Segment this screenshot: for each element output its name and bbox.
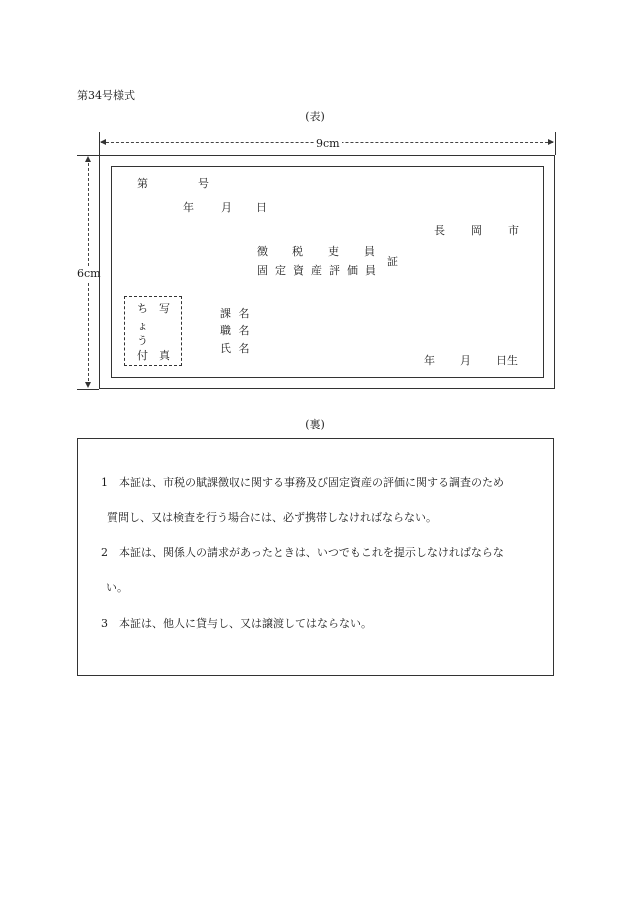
form-number: 第34号様式	[77, 89, 135, 102]
birth-month: 月	[460, 354, 471, 367]
number-suffix: 号	[198, 177, 209, 190]
photo-col1-char: う	[137, 334, 148, 347]
title-char: 定	[275, 264, 286, 277]
title-char: 資	[293, 264, 304, 277]
issue-day: 日	[256, 201, 267, 214]
height-extension-bottom	[77, 389, 99, 390]
width-dimension-label: 9cm	[316, 137, 340, 150]
field-department: 課 名	[220, 307, 250, 320]
title-char: 吏	[328, 245, 339, 258]
back-item: い。	[106, 581, 128, 594]
title-char: 価	[347, 264, 358, 277]
photo-col2-char: 写	[159, 302, 170, 315]
arrow-up-icon	[85, 156, 91, 162]
width-extension-right	[555, 132, 556, 155]
issue-month: 月	[221, 201, 232, 214]
back-item: 1 本証は、市税の賦課徴収に関する事務及び固定資産の評価に関する調査のため	[101, 476, 504, 489]
title-char: 評	[329, 264, 340, 277]
arrow-right-icon	[548, 139, 554, 145]
issue-year: 年	[183, 201, 194, 214]
city-char: 長	[434, 224, 445, 237]
height-dimension-label: 6cm	[77, 267, 101, 280]
title-char: 員	[365, 264, 376, 277]
photo-col2-char: 真	[159, 349, 170, 362]
field-name: 氏 名	[220, 342, 250, 355]
photo-col1-char: ち	[137, 302, 148, 315]
photo-placeholder-box	[124, 296, 182, 366]
front-side-label: (表)	[305, 110, 325, 123]
photo-col1-char: 付	[137, 349, 148, 362]
back-side-label: (裏)	[305, 418, 325, 431]
birth-day: 日生	[496, 354, 518, 367]
arrow-left-icon	[100, 139, 106, 145]
city-char: 岡	[471, 224, 482, 237]
arrow-down-icon	[85, 382, 91, 388]
back-item: 3 本証は、他人に貸与し、又は譲渡してはならない。	[101, 617, 372, 630]
number-prefix: 第	[137, 177, 148, 190]
city-char: 市	[508, 224, 519, 237]
back-item: 2 本証は、関係人の請求があったときは、いつでもこれを提示しなければならな	[101, 546, 504, 559]
title-char: 徴	[257, 245, 268, 258]
title-char: 固	[257, 264, 268, 277]
title-char: 員	[364, 245, 375, 258]
photo-col1-char: ょ	[137, 319, 148, 332]
title-char: 産	[311, 264, 322, 277]
field-position: 職 名	[220, 324, 250, 337]
title-char: 税	[292, 245, 303, 258]
back-item: 質問し、又は検査を行う場合には、必ず携帯しなければならない。	[107, 511, 437, 524]
birth-year: 年	[424, 354, 435, 367]
certificate-char: 証	[387, 255, 398, 268]
